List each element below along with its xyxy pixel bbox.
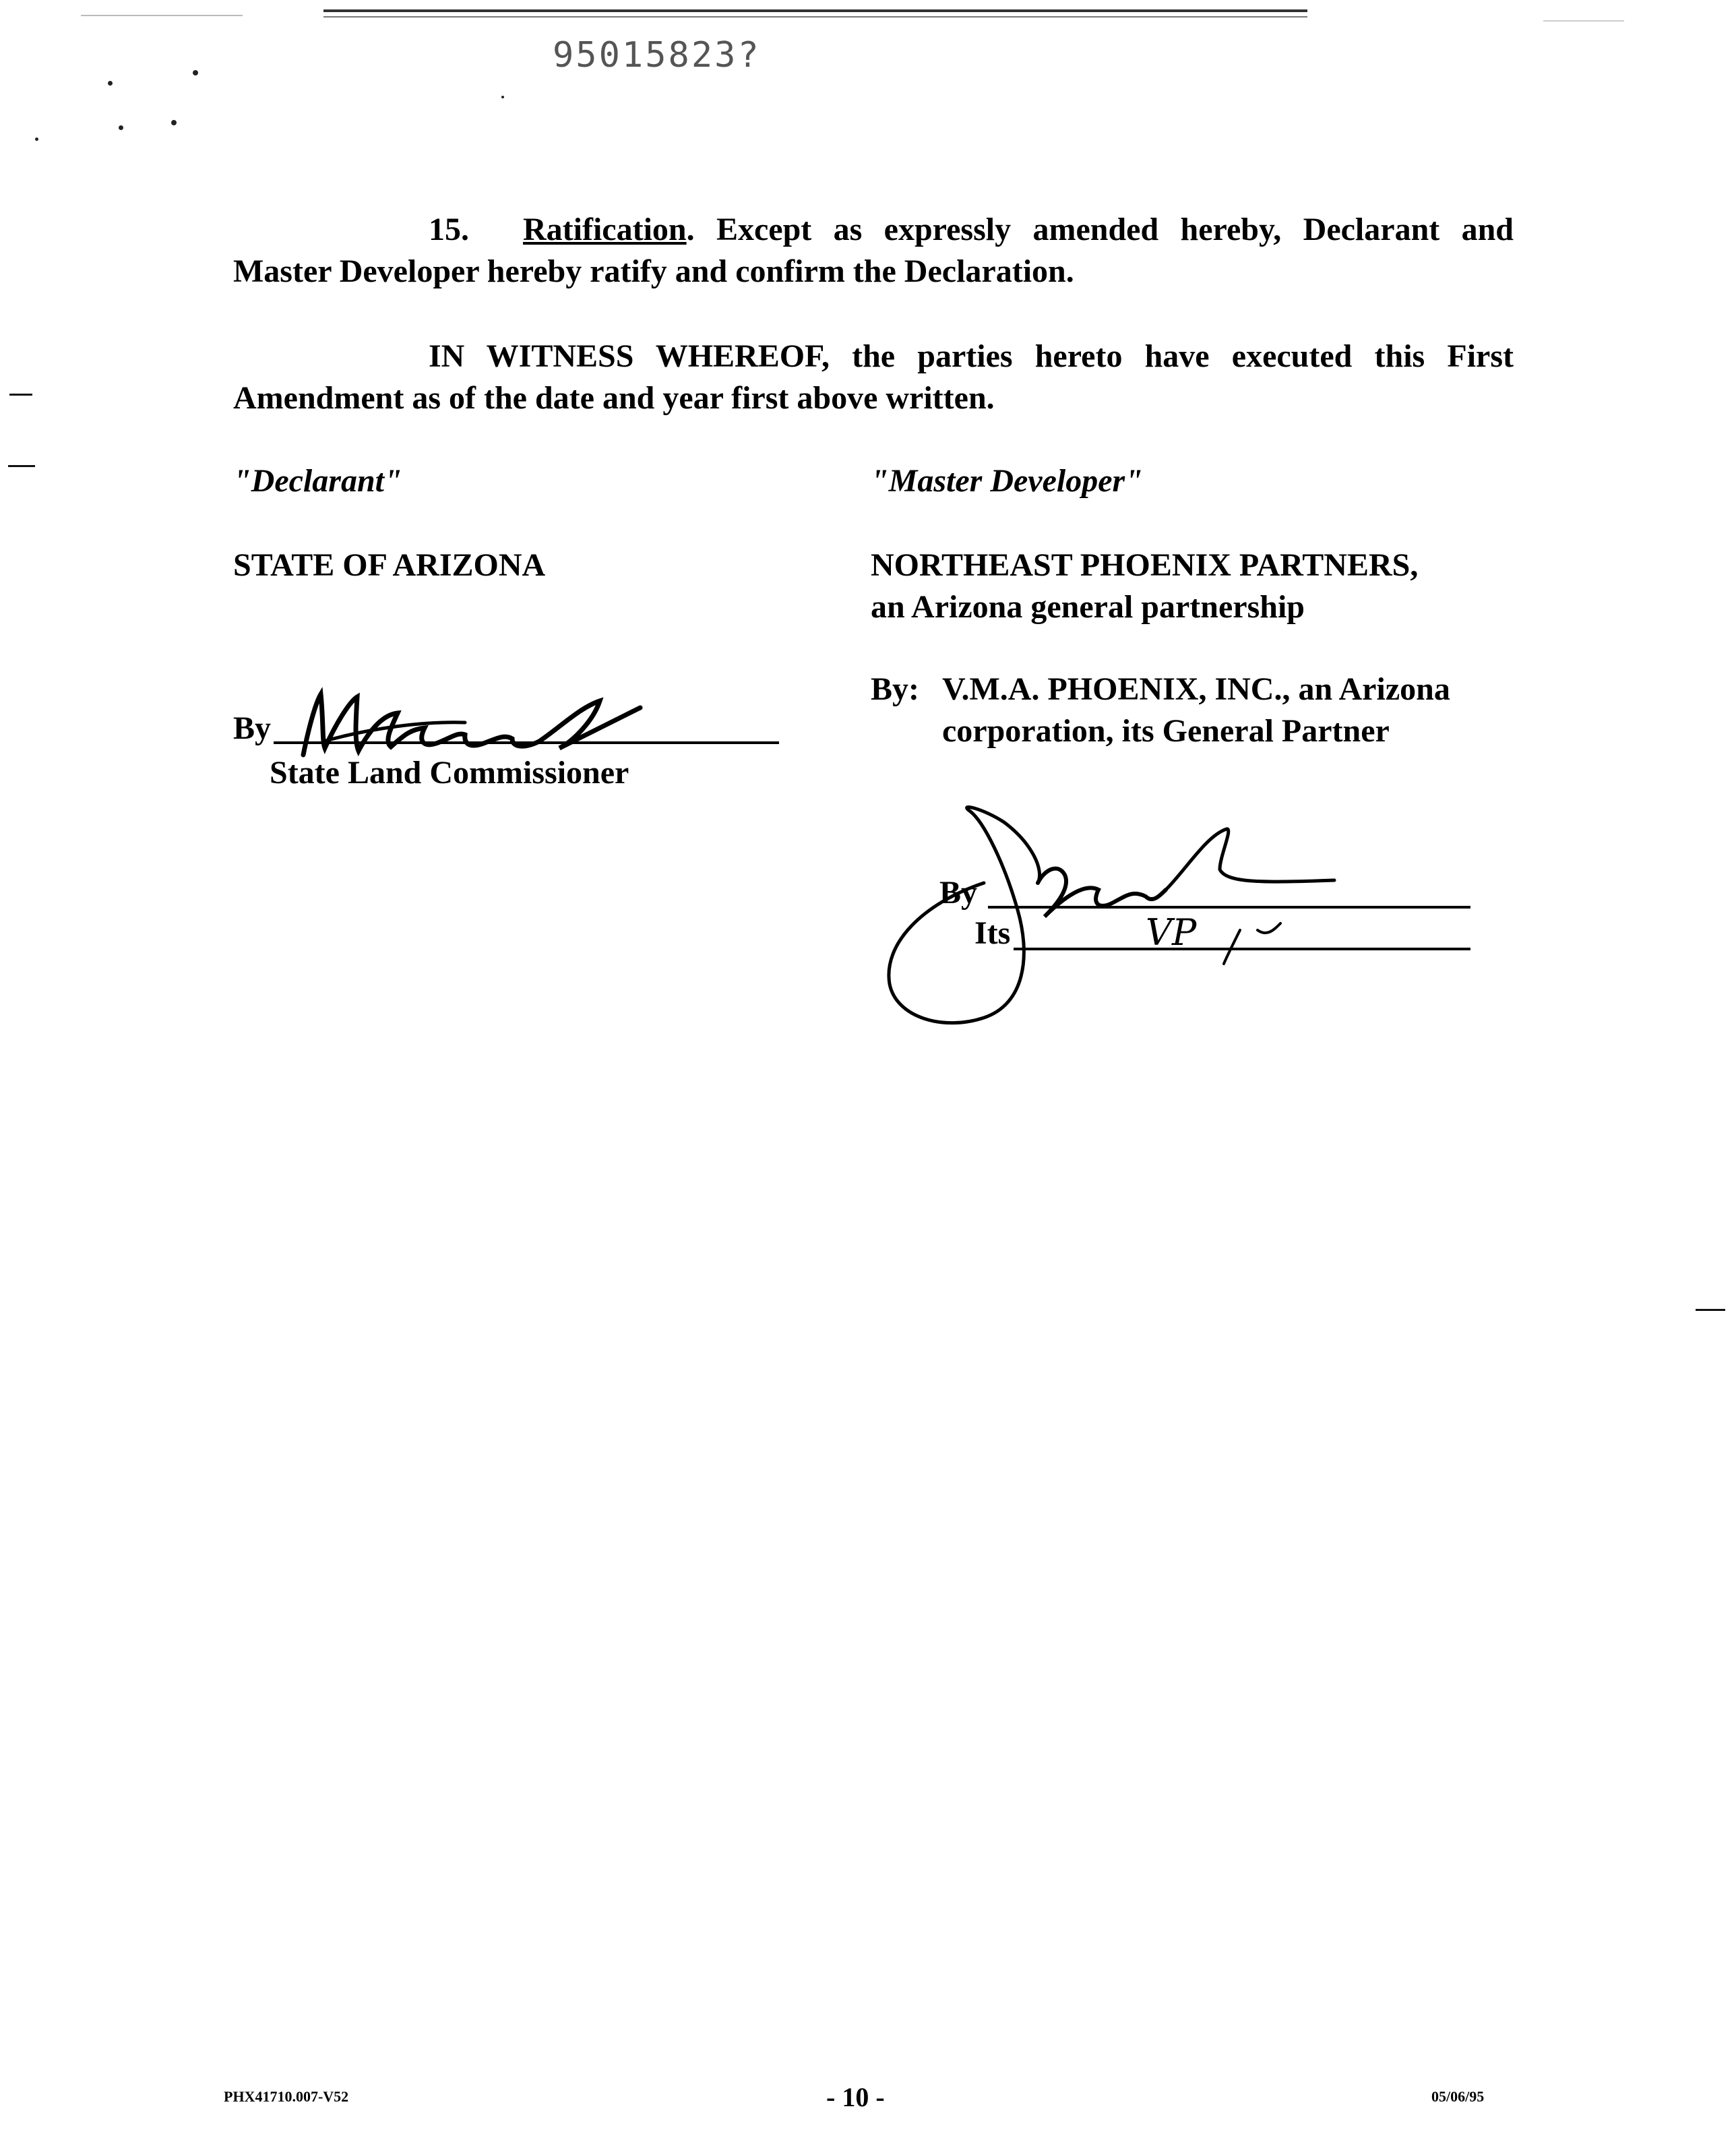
master-developer-name: NORTHEAST PHOENIX PARTNERS, [871, 547, 1419, 583]
scan-speck [119, 125, 123, 130]
witness-text: IN WITNESS WHEREOF, the parties hereto have executed this First Amendment as of the date and year first above written. [233, 338, 1514, 416]
master-developer-by-label: By: [871, 671, 919, 707]
scan-faint-line [81, 15, 243, 16]
scan-speck [193, 70, 198, 75]
general-partner-line-1: V.M.A. PHOENIX, INC., an Arizona [942, 671, 1450, 707]
scan-speck [501, 96, 504, 98]
signature-by-line [988, 906, 1470, 909]
scan-speck [108, 81, 113, 86]
signature-by-label: By [939, 875, 978, 911]
footer-date: 05/06/95 [1431, 2088, 1485, 2105]
declarant-role-label: "Declarant" [233, 463, 402, 499]
document-number-stamp: 95015823? [553, 35, 761, 75]
general-partner-line-2: corporation, its General Partner [942, 713, 1390, 749]
scan-faint-line-right [1543, 20, 1624, 22]
declarant-name: STATE OF ARIZONA [233, 547, 546, 583]
declarant-by-label: By [233, 710, 272, 746]
section-heading: Ratification [523, 212, 687, 247]
margin-tick [1696, 1309, 1725, 1311]
its-line [1014, 948, 1470, 950]
master-developer-signature [869, 795, 1368, 1038]
its-label: Its [974, 915, 1011, 951]
declarant-signer-title: State Land Commissioner [270, 755, 629, 791]
section-text: . Except as expressly amended hereby, Declarant and Master Developer hereby ratify and confirm the Declaration. [233, 212, 1514, 289]
master-developer-role-label: "Master Developer" [871, 463, 1143, 499]
margin-tick [8, 465, 35, 467]
master-developer-entity-type: an Arizona general partnership [871, 589, 1305, 625]
witness-paragraph [233, 336, 1514, 419]
section-number: 15. [429, 212, 469, 247]
margin-tick [9, 394, 32, 396]
footer-page-number: - 10 - [826, 2082, 885, 2112]
footer-document-code: PHX41710.007-V52 [224, 2088, 349, 2105]
its-value-handwritten: VP [1146, 911, 1197, 954]
scan-rule-top [323, 9, 1307, 12]
scan-rule-secondary [323, 16, 1307, 18]
scan-speck [171, 120, 177, 125]
scan-speck [35, 137, 38, 141]
section-15-paragraph [233, 209, 1514, 293]
